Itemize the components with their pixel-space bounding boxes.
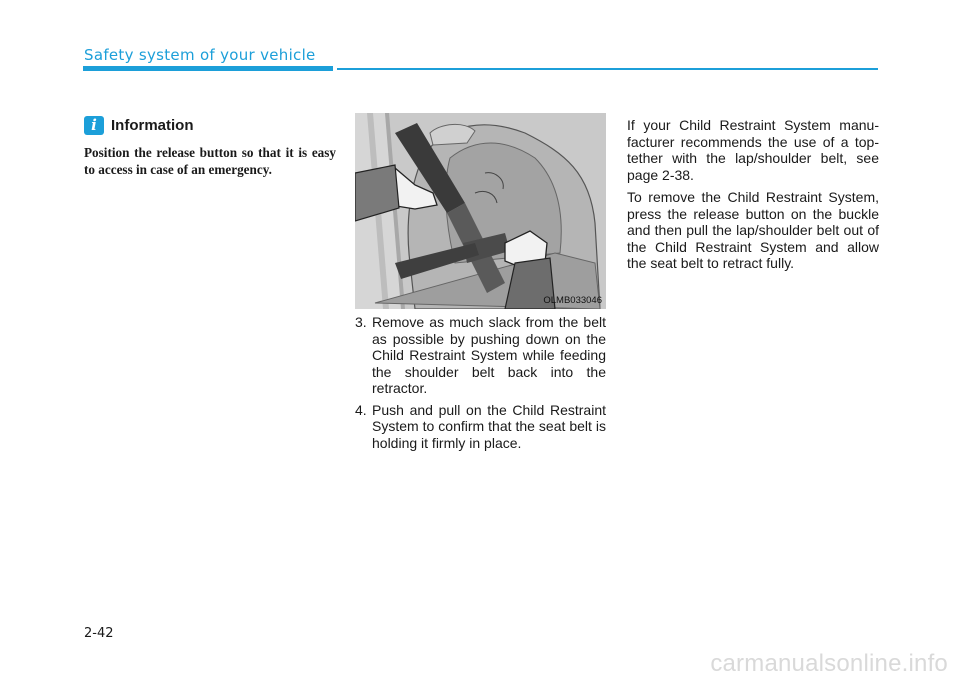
step-text: Push and pull on the Child Restraint System to confirm that the seat belt is holding it firmly in place.	[372, 401, 606, 451]
paragraph-removal: To remove the Child Restraint System, press the release button on the buckle and then pull the lap/shoulder belt out of the Child Restraint System and allow the seat belt to retract fully.	[627, 189, 879, 271]
seat-belt-illustration	[355, 113, 606, 309]
step-text: Remove as much slack from the belt as possible by pushing down on the Child Restraint System while feeding the shoulder belt back into the retractor.	[372, 314, 606, 396]
info-body: Position the release button so that it is easy to access in case of an emergency.	[84, 145, 336, 177]
info-heading: Information	[111, 117, 194, 134]
step-number: 3.	[355, 314, 367, 330]
step-list	[355, 314, 606, 456]
header-rule-accent	[83, 66, 333, 71]
right-column	[627, 117, 879, 278]
illustration-drawing	[355, 113, 606, 309]
page-number: 2-42	[84, 626, 114, 641]
info-icon: i	[84, 116, 104, 135]
step-number: 4.	[355, 401, 367, 418]
list-item	[355, 402, 606, 452]
figure-caption: OLMB033046	[543, 295, 602, 306]
watermark: carmanualsonline.info	[710, 650, 948, 677]
paragraph-top-tether: If your Child Restraint System manu-facturer recommends the use of a top-tether with the lap/shoulder belt, see page 2-38.	[627, 117, 879, 183]
header-rule	[337, 68, 878, 70]
list-item	[355, 314, 606, 397]
section-title: Safety system of your vehicle	[84, 46, 316, 64]
